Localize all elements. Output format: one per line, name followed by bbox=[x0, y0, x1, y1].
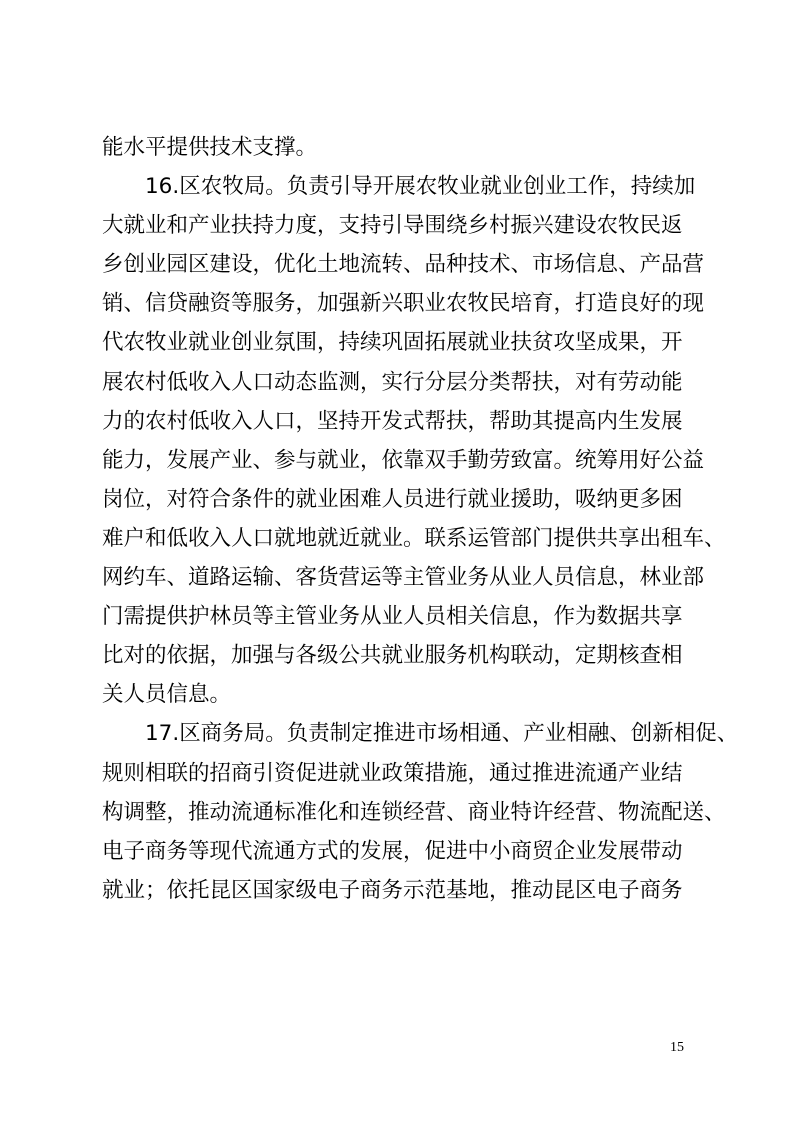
text-line: 代农牧业就业创业氛围，持续巩固拓展就业扶贫攻坚成果，开 bbox=[102, 330, 683, 356]
text-line: 能力，发展产业、参与就业，依靠双手勤劳致富。统筹用好公益 bbox=[102, 447, 705, 473]
text-line: 难户和低收入人口就地就近就业。联系运管部门提供共享出租车、 bbox=[102, 525, 726, 551]
text-line: 网约车、道路运输、客货营运等主管业务从业人员信息，林业部 bbox=[102, 565, 705, 591]
text-line: 门需提供护林员等主管业务从业人员相关信息，作为数据共享 bbox=[102, 604, 683, 630]
text-line: 能水平提供技术支撑。 bbox=[102, 135, 318, 160]
text-line: 就业；依托昆区国家级电子商务示范基地，推动昆区电子商务 bbox=[102, 877, 683, 903]
text-line: 关人员信息。 bbox=[102, 682, 232, 708]
text-line: 力的农村低收入人口，坚持开发式帮扶，帮助其提高内生发展 bbox=[102, 408, 683, 434]
text-line: 17.区商务局。负责制定推进市场相通、产业相融、创新相促、 bbox=[145, 721, 739, 747]
text-line: 电子商务等现代流通方式的发展，促进中小商贸企业发展带动 bbox=[102, 838, 683, 864]
text-line: 乡创业园区建设，优化土地流转、品种技术、市场信息、产品营 bbox=[102, 252, 705, 278]
text-line: 16.区农牧局。负责引导开展农牧业就业创业工作，持续加 bbox=[145, 174, 696, 200]
text-line: 岗位，对符合条件的就业困难人员进行就业援助，吸纳更多困 bbox=[102, 486, 683, 512]
text-line: 展农村低收入人口动态监测，实行分层分类帮扶，对有劳动能 bbox=[102, 369, 683, 395]
text-line: 构调整，推动流通标准化和连锁经营、商业特许经营、物流配送、 bbox=[102, 799, 726, 825]
text-line: 比对的依据，加强与各级公共就业服务机构联动，定期核查相 bbox=[102, 643, 683, 669]
body-text bbox=[102, 128, 739, 910]
page-number: 15 bbox=[670, 1040, 684, 1055]
text-line: 销、信贷融资等服务，加强新兴职业农牧民培育，打造良好的现 bbox=[102, 291, 705, 317]
text-line: 规则相联的招商引资促进就业政策措施，通过推进流通产业结 bbox=[102, 760, 683, 786]
text-line: 大就业和产业扶持力度，支持引导围绕乡村振兴建设农牧民返 bbox=[102, 213, 683, 239]
